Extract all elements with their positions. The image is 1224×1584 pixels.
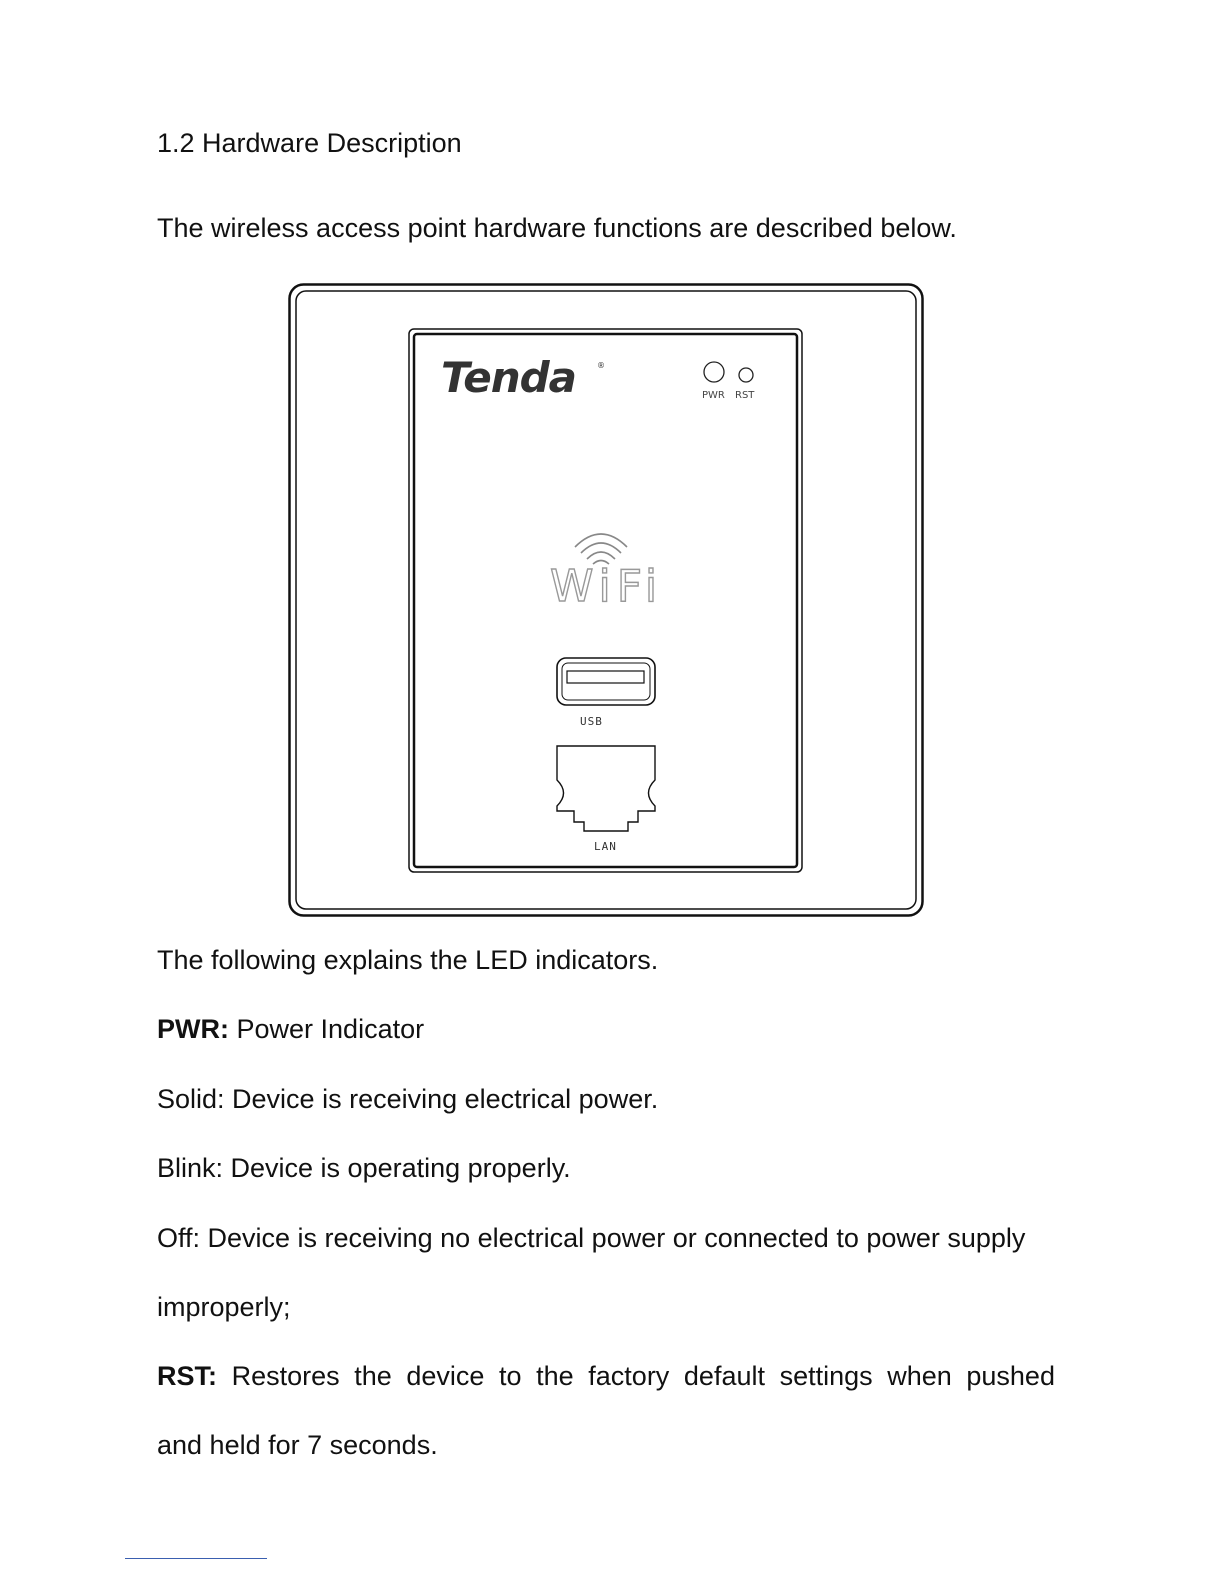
rst-button-icon	[739, 368, 753, 382]
solid-line: Solid: Device is receiving electrical power.	[157, 1084, 659, 1114]
device-front-panel-figure	[288, 283, 924, 919]
section-heading: 1.2 Hardware Description	[157, 128, 462, 158]
wifi-label: WiFi	[550, 561, 664, 612]
pwr-term: PWR:	[157, 1014, 229, 1044]
rst-word: to	[499, 1361, 522, 1391]
wifi-signal-icon	[575, 534, 627, 564]
rst-label: RST	[735, 390, 755, 401]
blink-line: Blink: Device is operating properly.	[157, 1153, 571, 1183]
footnote-rule	[125, 1558, 267, 1559]
rst-word: when	[887, 1361, 952, 1391]
rst-word: factory	[588, 1361, 670, 1391]
usb-port-icon	[557, 658, 655, 705]
lan-port-icon	[557, 746, 655, 831]
usb-label: USB	[580, 715, 603, 728]
led-intro: The following explains the LED indicators.	[157, 945, 659, 975]
rst-term: RST:	[157, 1361, 217, 1391]
rst-word: the	[354, 1361, 392, 1391]
rst-word: device	[406, 1361, 485, 1391]
rst-word: the	[536, 1361, 574, 1391]
rst-word: Restores	[231, 1361, 340, 1391]
lan-label: LAN	[594, 840, 617, 853]
rst-line-2: and held for 7 seconds.	[157, 1430, 438, 1460]
pwr-line	[157, 1012, 424, 1046]
off-line-2: improperly;	[157, 1292, 291, 1322]
pwr-led-icon	[704, 362, 724, 382]
pwr-description: Power Indicator	[236, 1014, 425, 1044]
rst-word: settings	[779, 1361, 873, 1391]
pwr-label: PWR	[702, 390, 725, 401]
tenda-logo: Tenda	[441, 353, 577, 402]
rst-word: pushed	[966, 1361, 1055, 1391]
rst-word: default	[683, 1361, 765, 1391]
intro-paragraph: The wireless access point hardware functions are described below.	[157, 213, 957, 243]
off-line-1: Off: Device is receiving no electrical power or connected to power supply	[157, 1223, 1026, 1253]
rst-line-1	[157, 1359, 1055, 1393]
registered-mark: ®	[597, 361, 605, 370]
